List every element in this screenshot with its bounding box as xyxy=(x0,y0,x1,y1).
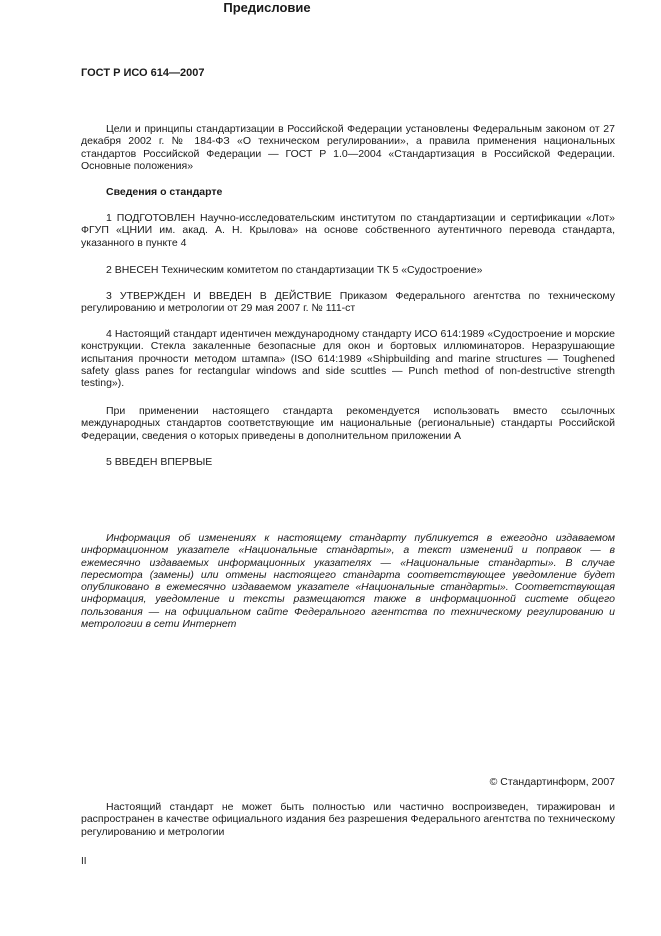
document-header: ГОСТ Р ИСО 614—2007 xyxy=(81,67,205,79)
notice-paragraph: Информация об изменениях к настоящему стандарту публикуется в ежегодно издаваемом информационном указателе «Национальные стандарты», а текст изменений и поправок — в ежемесячно издаваемых информационных указателях — «Национальные стандарты». В случае пересмотра (замены) или отмены настоящего стандарта соответствующее уведомление будет опубликовано в ежемесячно издаваемом указателе «Национальные стандарты». Соответствующая информация, уведомление и тексты размещаются также в информационной системе общего пользования — на официальном сайте Федерального агентства по техническому регулированию и метрологии в сети Интернет xyxy=(81,532,615,631)
national-standards-paragraph: При применении настоящего стандарта рекомендуется использовать вместо ссылочных международных стандартов соответствующие им национальные (региональные) стандарты Российской Федерации, сведения о которых приведены в дополнительном приложении А xyxy=(81,405,615,442)
intro-paragraph: Цели и принципы стандартизации в Российской Федерации установлены Федеральным законом от 27 декабря 2002 г. № 184-ФЗ «О техническом регулировании», а правила применения национальных стандартов Российской Федерации — ГОСТ Р 1.0—2004 «Стандартизация в Российской Федерации. Основные положения» xyxy=(81,123,615,172)
copyright-line: © Стандартинформ, 2007 xyxy=(489,776,615,788)
page-title: Предисловие xyxy=(223,0,311,15)
item-4-paragraph: 4 Настоящий стандарт идентичен международному стандарту ИСО 614:1989 «Судостроение и морские конструкции. Стекла закаленные безопасные для окон и бортовых иллюминаторов. Неразрушающие испытания прочности методом штампа» (ISO 614:1989 «Shipbuilding and marine structures — Toughened safety glass panes for rectangular windows and side scuttles — Punch method of non-destructive strength testing»). xyxy=(81,328,615,390)
reproduction-paragraph: Настоящий стандарт не может быть полностью или частично воспроизведен, тиражирован и распространен в качестве официального издания без разрешения Федерального агентства по техническому регулированию и метрологии xyxy=(81,801,615,838)
page-number: II xyxy=(81,856,87,867)
item-2-paragraph: 2 ВНЕСЕН Техническим комитетом по стандартизации ТК 5 «Судостроение» xyxy=(106,264,483,276)
item-3-paragraph: 3 УТВЕРЖДЕН И ВВЕДЕН В ДЕЙСТВИЕ Приказом Федерального агентства по техническому регулированию и метрологии от 29 мая 2007 г. № 111-ст xyxy=(81,290,615,315)
item-5-paragraph: 5 ВВЕДЕН ВПЕРВЫЕ xyxy=(106,456,213,468)
item-1-paragraph: 1 ПОДГОТОВЛЕН Научно-исследовательским институтом по стандартизации и сертификации «Лот» ФГУП «ЦНИИ им. акад. А. Н. Крылова» на основе собственного аутентичного перевода стандарта, указанного в пункте 4 xyxy=(81,212,615,249)
section-heading: Сведения о стандарте xyxy=(106,186,223,198)
